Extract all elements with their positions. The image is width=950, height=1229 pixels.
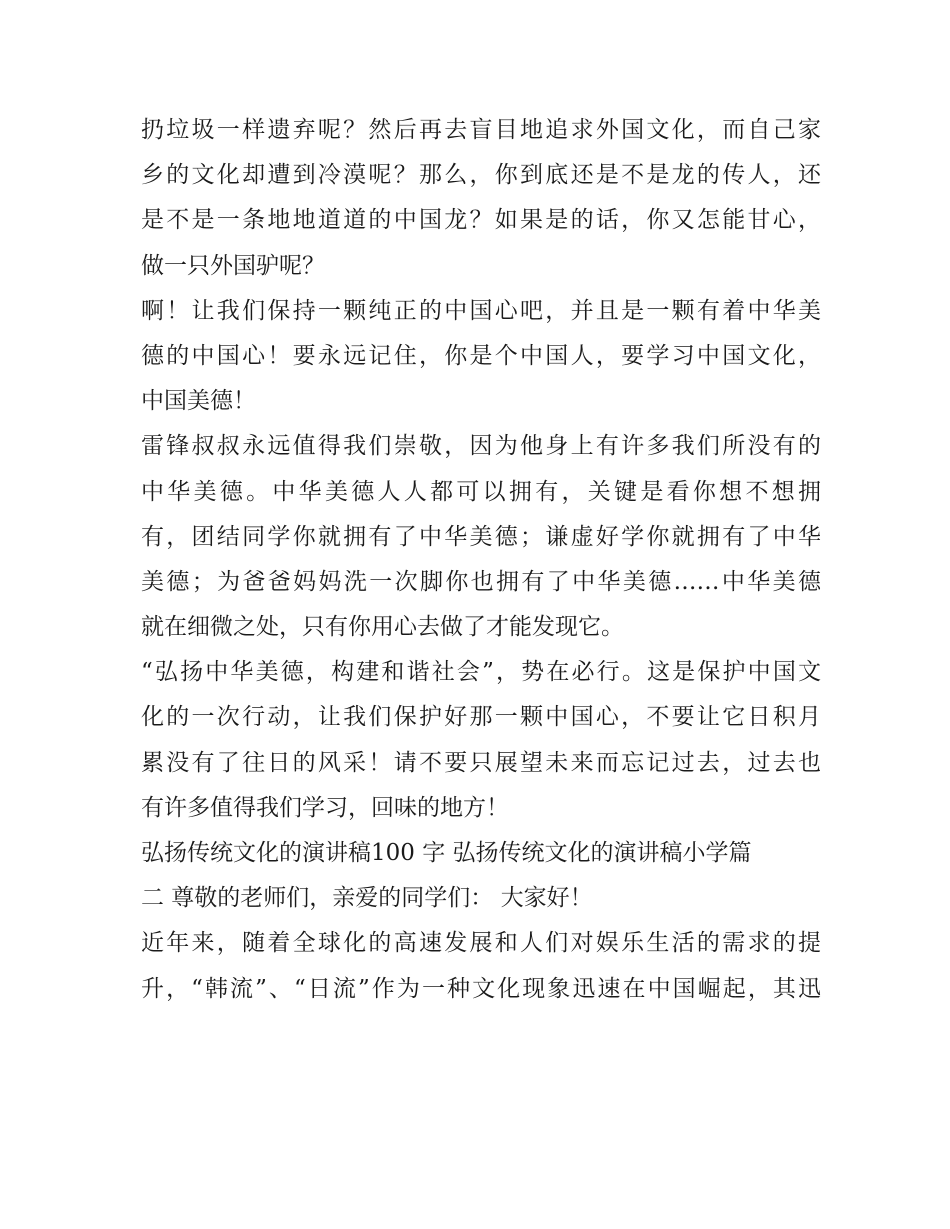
text-line: 美德；为爸爸妈妈洗一次脚你也拥有了中华美德……中华美德 [141,568,821,595]
text-line: 二 尊敬的老师们，亲爱的同学们： 大家好！ [141,885,593,912]
body-text [141,108,821,1012]
text-line: 就在细微之处，只有你用心去做了才能发现它。 [141,614,624,641]
text-line: 弘扬传统文化的演讲稿100 字 弘扬传统文化的演讲稿小学篇 [141,840,752,866]
text-line: 做一只外国驴呢？ [141,252,325,279]
text-line: 扔垃圾一样遗弃呢？然后再去盲目地追求外国文化，而自己家 [141,117,821,143]
text-line: 升，“韩流”、“日流”作为一种文化现象迅速在中国崛起，其迅 [141,975,821,1002]
text-line: 是不是一条地地道道的中国龙？如果是的话，你又怎能甘心， [141,207,821,234]
text-line: 德的中国心！要永远记住，你是个中国人，要学习中国文化， [141,342,821,369]
text-line: 近年来，随着全球化的高速发展和人们对娱乐生活的需求的提 [141,930,821,957]
text-line: 中华美德。中华美德人人都可以拥有，关键是看你想不想拥 [141,478,821,505]
text-line: “弘扬中华美德，构建和谐社会”，势在必行。这是保护中国文 [141,659,821,686]
text-line: 雷锋叔叔永远值得我们崇敬，因为他身上有许多我们所没有的 [141,433,821,460]
text-line: 有许多值得我们学习，回味的地方！ [141,794,509,821]
text-line: 啊！让我们保持一颗纯正的中国心吧，并且是一颗有着中华美 [141,297,821,324]
text-line: 有，团结同学你就拥有了中华美德；谦虚好学你就拥有了中华 [141,523,821,550]
text-line: 中国美德！ [141,388,256,415]
text-line: 化的一次行动，让我们保护好那一颗中国心，不要让它日积月 [141,704,821,731]
text-line: 乡的文化却遭到冷漠呢？那么，你到底还是不是龙的传人，还 [141,162,821,189]
text-line: 累没有了往日的风采！请不要只展望未来而忘记过去，过去也 [141,749,821,776]
